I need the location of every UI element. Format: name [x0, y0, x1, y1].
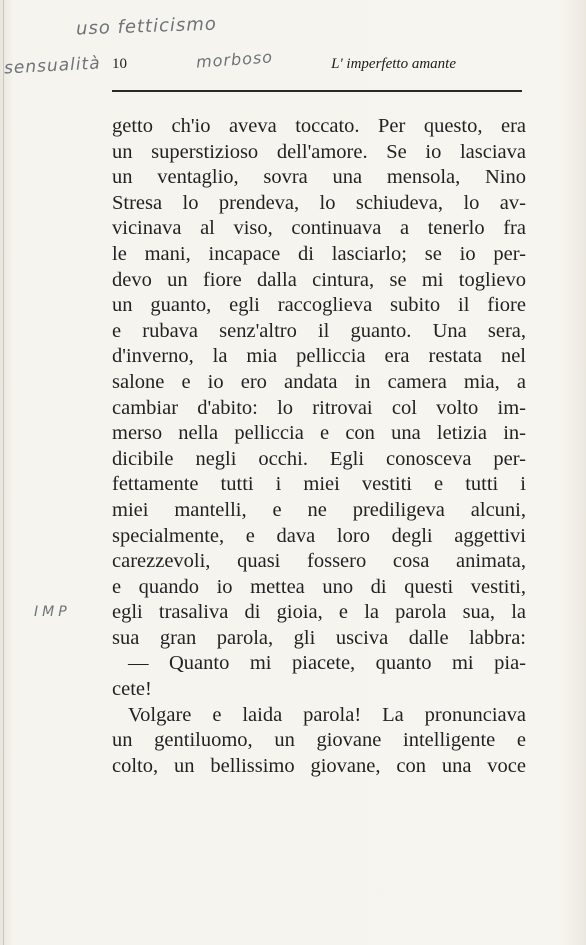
text-line: specialmente, e dava loro degli aggettivi: [112, 524, 526, 547]
text-line: cete!: [112, 678, 152, 701]
text-line: sua gran parola, gli usciva dalle labbra:: [112, 626, 526, 649]
text-line: fettamente tutti i miei vestiti e tutti i: [112, 473, 526, 496]
text-line: carezzevoli, quasi fossero cosa animata,: [112, 550, 526, 573]
text-line: egli trasaliva di gioia, e la parola sua, la: [112, 601, 526, 624]
text-line: e quando io mettea uno di questi vestiti,: [112, 575, 526, 598]
page-edge: [3, 0, 4, 945]
text-line: devo un fiore dalla cintura, se mi toglievo: [112, 268, 526, 291]
page-number: 10: [112, 56, 127, 72]
text-line: colto, un bellissimo giovane, con una voce: [112, 754, 526, 777]
text-line: miei mantelli, e ne prediligeva alcuni,: [112, 498, 526, 521]
paragraph-start-line: Volgare e laida parola! La pronunciava: [128, 703, 526, 726]
text-line: dicibile negli occhi. Egli conosceva per-: [112, 447, 526, 470]
page-header: [112, 56, 522, 78]
text-line: le mani, incapace di lasciarlo; se io per-: [112, 242, 526, 265]
text-line: un ventaglio, sovra una mensola, Nino: [112, 166, 526, 189]
body-text: [112, 114, 526, 779]
pencil-annotation-mid: morboso: [195, 47, 274, 72]
pencil-annotation-left: sensualità: [3, 53, 102, 79]
text-line: salone e io ero andata in camera mia, a: [112, 370, 526, 393]
text-line: merso nella pelliccia e con una letizia in-: [112, 422, 526, 445]
pencil-annotation-top: uso fetticismo: [75, 13, 218, 40]
running-title: L' imperfetto amante: [331, 56, 456, 72]
text-line: un gentiluomo, un giovane intelligente e: [112, 729, 526, 752]
text-line: getto ch'io aveva toccato. Per questo, era: [112, 115, 526, 137]
pencil-annotation-margin: IMP: [34, 604, 71, 620]
text-line: cambiar d'abito: lo ritrovai col volto im-: [112, 396, 526, 419]
text-line: un superstizioso dell'amore. Se io lasciava: [112, 140, 526, 163]
dialogue-line: — Quanto mi piacete, quanto mi pia-: [128, 652, 526, 675]
text-line: d'inverno, la mia pelliccia era restata nel: [112, 345, 526, 368]
text-line: e rubava senz'altro il guanto. Una sera,: [112, 319, 526, 342]
header-rule: [112, 90, 522, 92]
text-line: Stresa lo prendeva, lo schiudeva, lo av-: [112, 191, 526, 214]
text-line: un guanto, egli raccoglieva subito il fiore: [112, 294, 526, 317]
text-line: vicinava al viso, continuava a tenerlo fra: [112, 217, 526, 240]
